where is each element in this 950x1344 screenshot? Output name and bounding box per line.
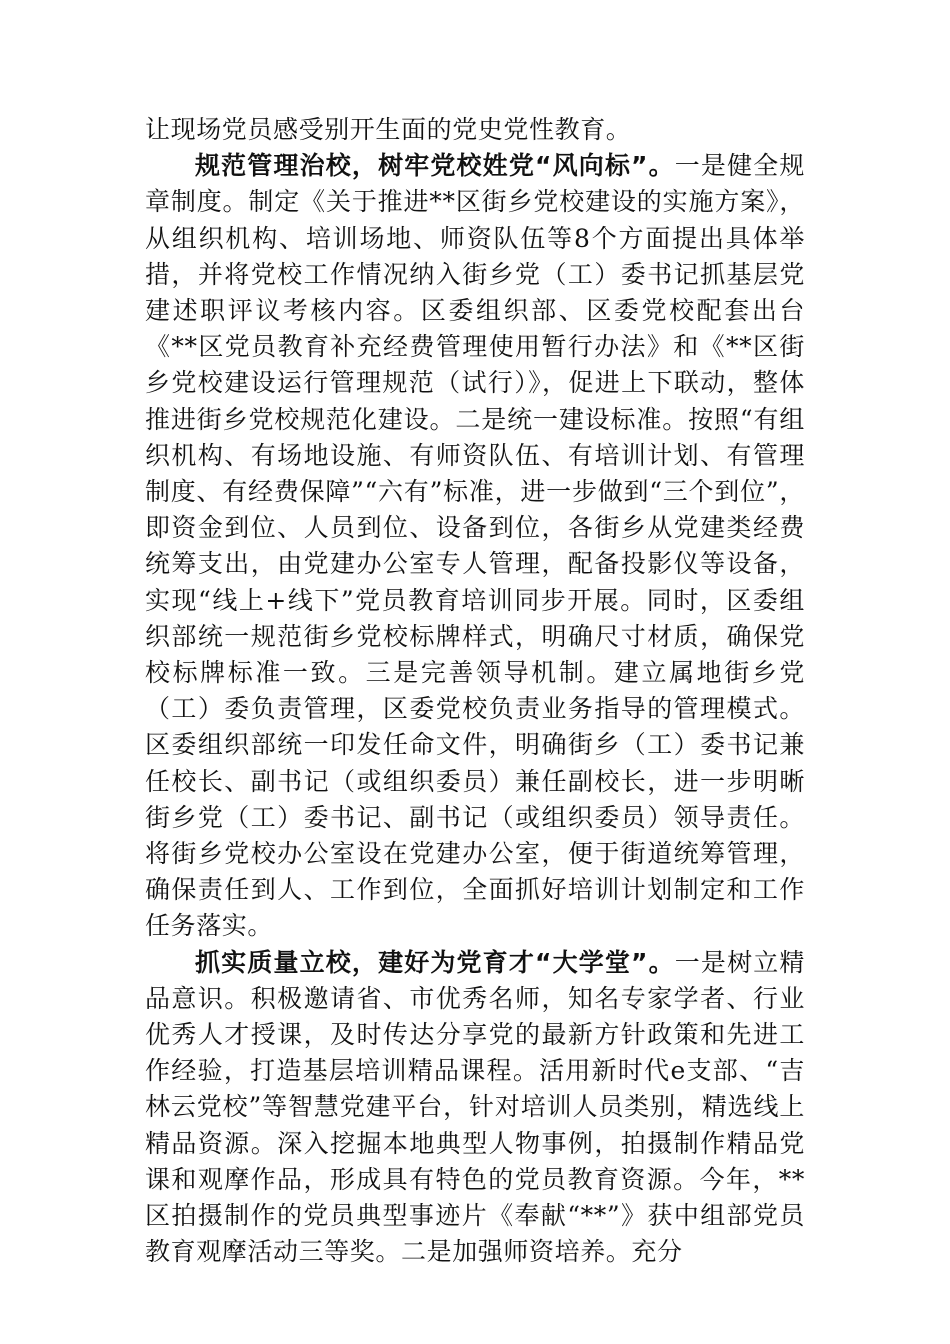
paragraph-body: 一是树立精品意识。积极邀请省、市优秀名师，知名专家学者、行业优秀人才授课，及时传达分享党的最新方针政策和先进工作经验，打造基层培训精品课程。活用新时代e支部、“吉林云党校”等智慧党建平台，针对培训人员类别，精选线上精品资源。深入挖掘本地典型人物事例，拍摄制作精品党课和观摩作品，形成具有特色的党员教育资源。今年，**区拍摄制作的党员典型事迹片《奉献“**”》获中组部党员教育观摩活动三等奖。二是加强师资培养。充分 <box>145 947 805 1267</box>
paragraph-body: 让现场党员感受别开生面的党史党性教育。 <box>145 115 632 144</box>
paragraph-lead-heading: 规范管理治校，树牢党校姓党“风向标”。 <box>195 151 675 181</box>
paragraph-body: 一是健全规章制度。制定《关于推进**区街乡党校建设的实施方案》，从组织机构、培训场地、师资队伍等8个方面提出具体举措，并将党校工作情况纳入街乡党（工）委书记抓基层党建述职评议考核内容。区委组织部、区委党校配套出台《**区党员教育补充经费管理使用暂行办法》和《**区街乡党校建设运行管理规范（试行）》，促进上下联动，整体推进街乡党校规范化建设。二是统一建设标准。按照“有组织机构、有场地设施、有师资队伍、有培训计划、有管理制度、有经费保障”“六有”标准，进一步做到“三个到位”，即资金到位、人员到位、设备到位，各街乡从党建类经费统筹支出，由党建办公室专人管理，配备投影仪等设备，实现“线上+线下”党员教育培训同步开展。同时，区委组织部统一规范街乡党校标牌样式，明确尺寸材质，确保党校标牌标准一致。三是完善领导机制。建立属地街乡党（工）委负责管理，区委党校负责业务指导的管理模式。区委组织部统一印发任命文件，明确街乡（工）委书记兼任校长、副书记（或组织委员）兼任副校长，进一步明晰街乡党（工）委书记、副书记（或组织委员）领导责任。将街乡党校办公室设在党建办公室，便于街道统筹管理，确保责任到人、工作到位，全面抓好培训计划制定和工作任务落实。 <box>145 151 805 941</box>
paragraph-standardized-management <box>145 148 805 944</box>
paragraph-quality-building <box>145 945 805 1271</box>
paragraph-continuation <box>145 112 805 148</box>
document-page <box>145 112 805 1271</box>
paragraph-lead-heading: 抓实质量立校，建好为党育才“大学堂”。 <box>195 947 675 977</box>
